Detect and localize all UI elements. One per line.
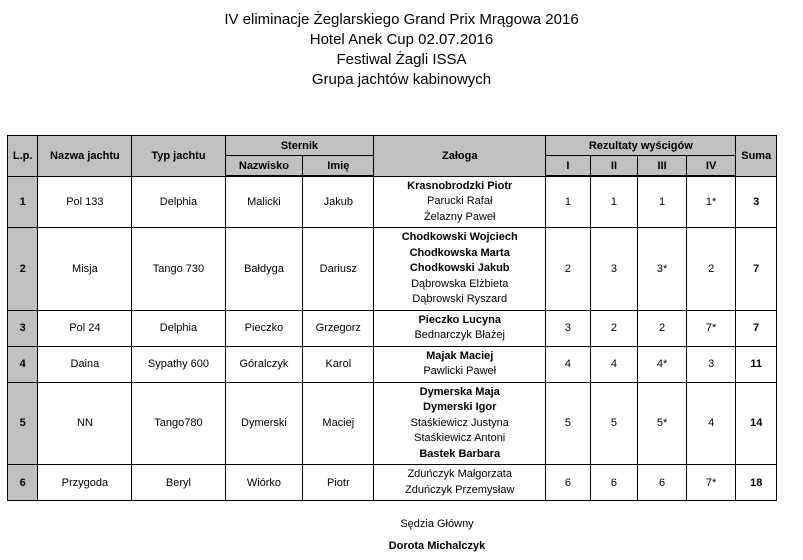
header-race-1: I (546, 156, 591, 177)
cell-skipper-surname: Wiórko (225, 465, 303, 501)
header-results: Rezultaty wyścigów (546, 136, 736, 156)
cell-lp: 1 (8, 176, 38, 228)
cell-crew (374, 228, 546, 311)
cell-yacht-name: Przygoda (38, 465, 132, 501)
cell-skipper-firstname: Maciej (303, 382, 374, 465)
cell-crew (374, 346, 546, 382)
cell-race-1: 4 (546, 346, 591, 382)
results-table (7, 135, 777, 501)
cell-sum: 7 (736, 310, 777, 346)
title-line-3: Festiwal Żagli ISSA (336, 51, 467, 68)
table-row (8, 310, 777, 346)
cell-race-3: 3* (638, 228, 687, 311)
cell-race-4: 7* (686, 310, 736, 346)
cell-lp: 2 (8, 228, 38, 311)
crew-member: Pawlicki Paweł (423, 365, 497, 377)
cell-yacht-type: Beryl (132, 465, 225, 501)
cell-skipper-surname: Malicki (225, 176, 303, 228)
cell-lp: 6 (8, 465, 38, 501)
cell-skipper-surname: Góralczyk (225, 346, 303, 382)
cell-race-2: 6 (590, 465, 638, 501)
cell-race-4: 1* (686, 176, 736, 228)
cell-yacht-type: Tango780 (132, 382, 225, 465)
header-race-2: II (590, 156, 638, 177)
cell-yacht-name: NN (38, 382, 132, 465)
cell-skipper-firstname: Piotr (303, 465, 374, 501)
header-sum: Suma (736, 136, 777, 177)
cell-yacht-name: Misja (38, 228, 132, 311)
cell-lp: 4 (8, 346, 38, 382)
cell-race-2: 3 (590, 228, 638, 311)
table-row (8, 176, 777, 228)
crew-member: Parucki Rafał (427, 195, 493, 207)
cell-yacht-name: Daina (38, 346, 132, 382)
header-race-3: III (638, 156, 687, 177)
crew-member: Chodkowska Marta (409, 246, 510, 259)
cell-race-4: 7* (686, 465, 736, 501)
crew-member: Dymerski Igor (423, 401, 497, 413)
crew-member: Majak Maciej (426, 349, 494, 362)
cell-sum: 11 (736, 346, 777, 382)
judge-name: Dorota Michalczyk (388, 540, 486, 552)
cell-race-2: 4 (590, 346, 638, 382)
cell-race-4: 2 (686, 228, 736, 311)
document-title (0, 10, 803, 90)
cell-skipper-firstname: Jakub (303, 176, 374, 228)
crew-member: Zduńczyk Małgorzata (407, 468, 512, 480)
cell-skipper-surname: Bałdyga (225, 228, 303, 311)
cell-yacht-name: Pol 24 (38, 310, 132, 346)
cell-yacht-type: Delphia (132, 176, 225, 228)
cell-crew (374, 382, 546, 465)
crew-member: Staśkiewicz Justyna (410, 416, 509, 429)
cell-skipper-firstname: Grzegorz (303, 310, 374, 346)
crew-member: Dymerska Maja (419, 385, 500, 398)
cell-sum: 7 (736, 228, 777, 311)
cell-race-3: 4* (638, 346, 687, 382)
cell-race-1: 2 (546, 228, 591, 311)
cell-yacht-type: Sypathy 600 (132, 346, 225, 382)
crew-member: Bednarczyk Błażej (414, 329, 505, 341)
cell-lp: 5 (8, 382, 38, 465)
cell-race-2: 2 (590, 310, 638, 346)
table-body (8, 176, 777, 501)
cell-sum: 18 (736, 465, 777, 501)
crew-member: Chodkowski Jakub (409, 262, 510, 274)
cell-skipper-surname: Dymerski (225, 382, 303, 465)
crew-member: Zduńczyk Przemysław (405, 483, 515, 496)
cell-race-3: 5* (638, 382, 687, 465)
crew-member: Staśkiewicz Antoni (414, 432, 506, 444)
header-lp: L.p. (8, 136, 38, 177)
header-surname: Nazwisko (225, 156, 303, 177)
cell-sum: 3 (736, 176, 777, 228)
table-row (8, 382, 777, 465)
header-skipper: Sternik (225, 136, 374, 156)
title-line-2: Hotel Anek Cup 02.07.2016 (309, 31, 494, 48)
cell-crew (374, 465, 546, 501)
cell-race-4: 3 (686, 346, 736, 382)
cell-skipper-firstname: Karol (303, 346, 374, 382)
cell-crew (374, 310, 546, 346)
cell-yacht-type: Tango 730 (132, 228, 225, 311)
cell-yacht-name: Pol 133 (38, 176, 132, 228)
title-line-4: Grupa jachtów kabinowych (311, 71, 492, 88)
cell-race-2: 5 (590, 382, 638, 465)
cell-race-1: 6 (546, 465, 591, 501)
cell-sum: 14 (736, 382, 777, 465)
cell-yacht-type: Delphia (132, 310, 225, 346)
cell-skipper-firstname: Dariusz (303, 228, 374, 311)
cell-race-1: 1 (546, 176, 591, 228)
crew-member: Dąbrowski Ryszard (412, 293, 508, 305)
crew-member: Pieczko Lucyna (418, 313, 501, 326)
table-row (8, 465, 777, 501)
crew-member: Chodkowski Wojciech (401, 231, 518, 243)
header-yacht-type: Typ jachtu (132, 136, 225, 177)
header-crew: Załoga (374, 136, 546, 177)
cell-race-1: 5 (546, 382, 591, 465)
header-yacht-name: Nazwa jachtu (38, 136, 132, 177)
cell-race-4: 4 (686, 382, 736, 465)
title-line-1: IV eliminacje Żeglarskiego Grand Prix Mrągowa 2016 (224, 11, 579, 28)
cell-race-1: 3 (546, 310, 591, 346)
crew-member: Dąbrowska Elżbieta (411, 277, 509, 290)
table-row (8, 346, 777, 382)
cell-race-3: 6 (638, 465, 687, 501)
header-race-4: IV (686, 156, 736, 177)
header-firstname: Imię (303, 156, 374, 177)
crew-member: Krasnobrodzki Piotr (407, 179, 513, 192)
cell-lp: 3 (8, 310, 38, 346)
table-row (8, 228, 777, 311)
crew-member: Bastek Barbara (419, 447, 501, 460)
judge-title: Sędzia Główny (400, 518, 474, 530)
cell-race-2: 1 (590, 176, 638, 228)
cell-race-3: 2 (638, 310, 687, 346)
cell-race-3: 1 (638, 176, 687, 228)
cell-crew (374, 176, 546, 228)
crew-member: Żelazny Paweł (423, 210, 496, 223)
cell-skipper-surname: Pieczko (225, 310, 303, 346)
